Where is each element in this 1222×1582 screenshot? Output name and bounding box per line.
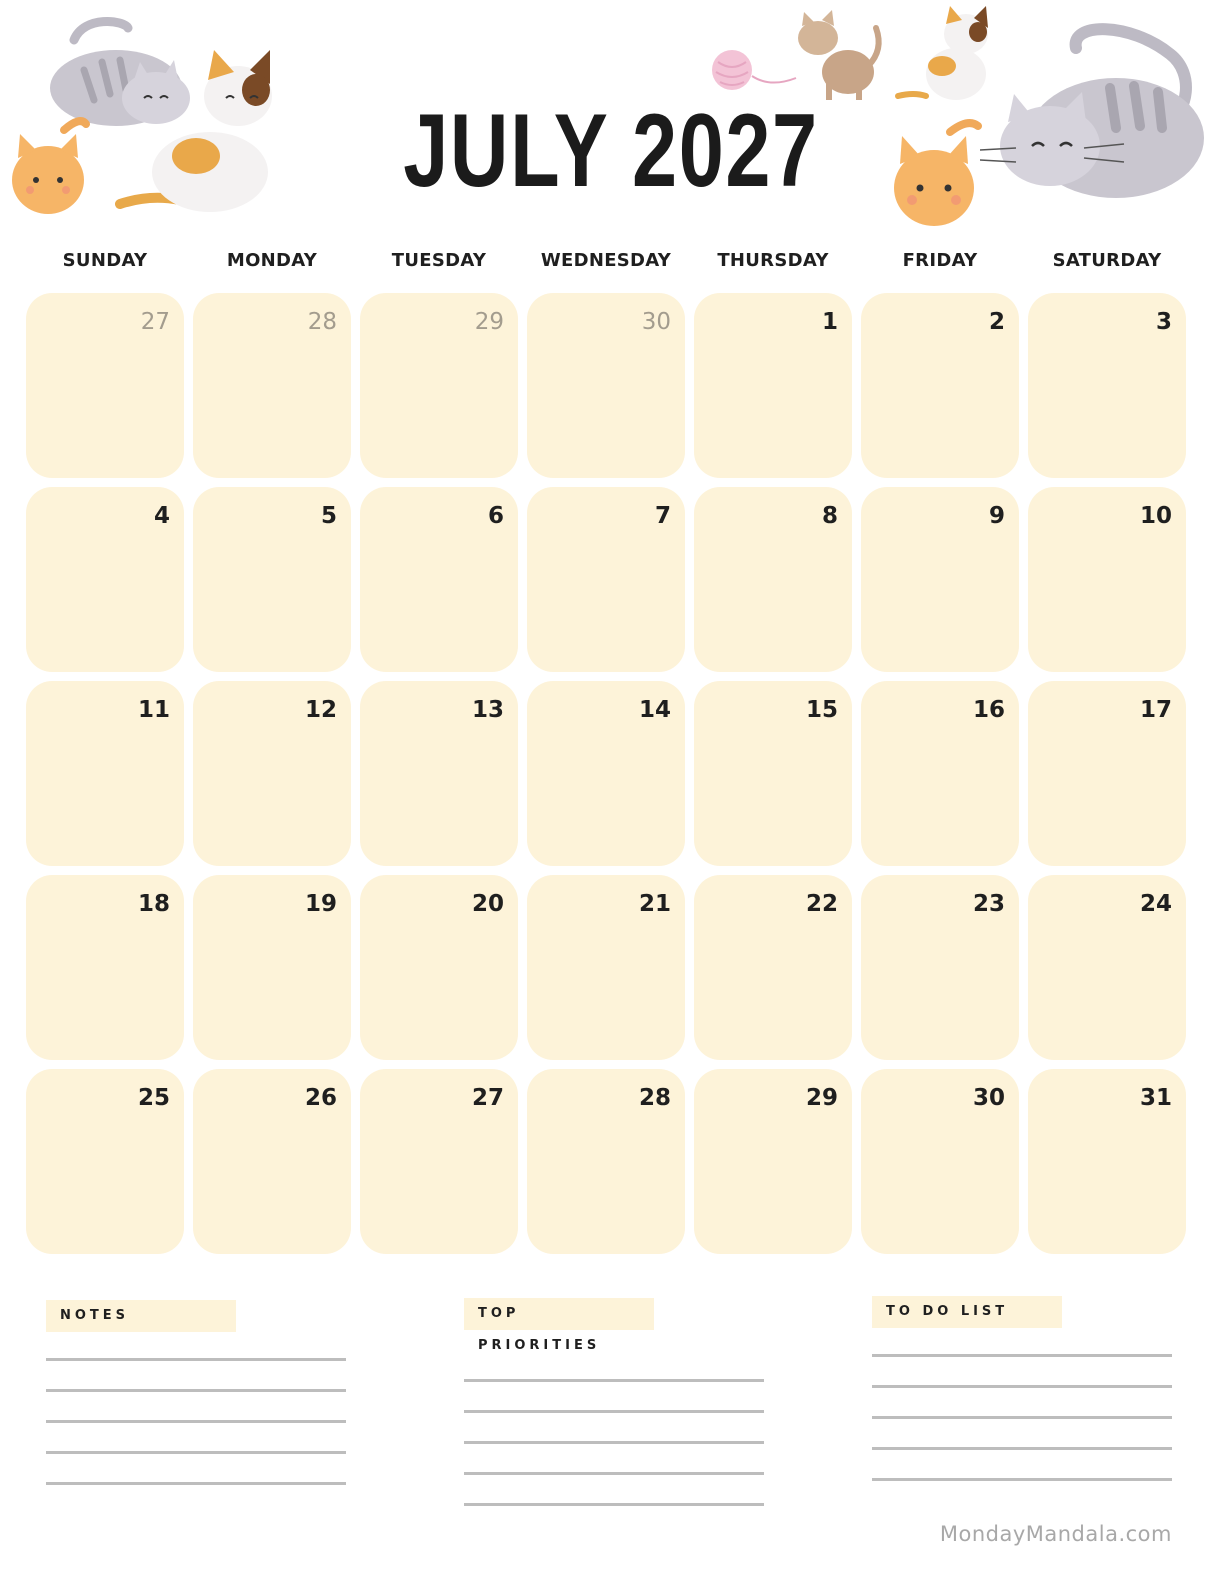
day-cell[interactable]	[527, 1069, 685, 1254]
day-number: 10	[1139, 503, 1172, 529]
day-number: 18	[137, 891, 170, 917]
notes-line[interactable]	[46, 1482, 346, 1485]
day-number: 16	[972, 697, 1005, 723]
day-number: 4	[153, 503, 170, 529]
day-number: 2	[988, 309, 1005, 335]
day-number: 6	[487, 503, 504, 529]
notes-line[interactable]	[46, 1358, 346, 1361]
day-number: 24	[1139, 891, 1172, 917]
day-cell[interactable]	[26, 875, 184, 1060]
day-number: 27	[471, 1085, 504, 1111]
calendar-grid	[26, 293, 1186, 1254]
weekday-label: TUESDAY	[391, 250, 487, 271]
todo-line[interactable]	[872, 1385, 1172, 1388]
day-cell[interactable]	[861, 1069, 1019, 1254]
priorities-line[interactable]	[464, 1472, 764, 1475]
day-number: 5	[320, 503, 337, 529]
day-cell[interactable]	[694, 487, 852, 672]
day-cell[interactable]	[861, 293, 1019, 478]
top-priorities-section	[464, 1298, 766, 1534]
todo-list-label: TO DO LIST	[872, 1296, 1062, 1328]
notes-section	[46, 1300, 348, 1513]
weekday-header-row	[26, 250, 1186, 280]
weekday-label: WEDNESDAY	[540, 250, 672, 271]
day-cell[interactable]	[26, 1069, 184, 1254]
brand-watermark: MondayMandala.com	[939, 1522, 1172, 1546]
day-cell[interactable]	[527, 487, 685, 672]
day-cell[interactable]	[1028, 293, 1186, 478]
day-cell[interactable]	[694, 875, 852, 1060]
day-cell[interactable]	[1028, 681, 1186, 866]
day-number: 26	[304, 1085, 337, 1111]
top-priorities-label: TOP PRIORITIES	[464, 1298, 654, 1330]
day-cell[interactable]	[193, 681, 351, 866]
day-cell[interactable]	[861, 487, 1019, 672]
notes-label: NOTES	[46, 1300, 236, 1332]
day-number: 28	[638, 1085, 671, 1111]
day-number: 25	[137, 1085, 170, 1111]
day-number: 7	[654, 503, 671, 529]
day-number: 8	[821, 503, 838, 529]
day-cell-adjacent-month[interactable]	[527, 293, 685, 478]
weekday-label: SATURDAY	[1052, 250, 1162, 271]
day-number: 30	[641, 309, 671, 335]
todo-line[interactable]	[872, 1416, 1172, 1419]
notes-line[interactable]	[46, 1451, 346, 1454]
priorities-line[interactable]	[464, 1379, 764, 1382]
day-number: 13	[471, 697, 504, 723]
day-cell[interactable]	[861, 681, 1019, 866]
day-cell[interactable]	[26, 681, 184, 866]
day-number: 28	[307, 309, 337, 335]
day-cell[interactable]	[193, 875, 351, 1060]
day-cell[interactable]	[527, 875, 685, 1060]
day-number: 30	[972, 1085, 1005, 1111]
day-cell-adjacent-month[interactable]	[360, 293, 518, 478]
priorities-line[interactable]	[464, 1410, 764, 1413]
day-cell-adjacent-month[interactable]	[26, 293, 184, 478]
todo-line[interactable]	[872, 1447, 1172, 1450]
orange-kitten-icon	[6, 110, 96, 220]
weekday-label: SUNDAY	[62, 250, 148, 271]
day-cell-adjacent-month[interactable]	[193, 293, 351, 478]
weekday-label: FRIDAY	[902, 250, 978, 271]
tan-cat-icon	[792, 10, 888, 102]
day-number: 23	[972, 891, 1005, 917]
day-number: 22	[805, 891, 838, 917]
day-cell[interactable]	[360, 1069, 518, 1254]
todo-list-section	[872, 1296, 1174, 1509]
weekday-label: THURSDAY	[717, 250, 829, 271]
day-cell[interactable]	[1028, 487, 1186, 672]
month-title: JULY 2027	[403, 93, 819, 209]
day-cell[interactable]	[26, 487, 184, 672]
day-number: 9	[988, 503, 1005, 529]
weekday-label: MONDAY	[226, 250, 318, 271]
day-cell[interactable]	[694, 1069, 852, 1254]
day-cell[interactable]	[527, 681, 685, 866]
notes-line[interactable]	[46, 1389, 346, 1392]
todo-line[interactable]	[872, 1478, 1172, 1481]
day-number: 19	[304, 891, 337, 917]
day-cell[interactable]	[694, 681, 852, 866]
day-cell[interactable]	[694, 293, 852, 478]
notes-line[interactable]	[46, 1420, 346, 1423]
day-number: 29	[474, 309, 504, 335]
day-number: 17	[1139, 697, 1172, 723]
day-cell[interactable]	[1028, 1069, 1186, 1254]
day-cell[interactable]	[193, 487, 351, 672]
day-number: 29	[805, 1085, 838, 1111]
yarn-ball-icon	[710, 48, 800, 94]
day-cell[interactable]	[360, 875, 518, 1060]
day-number: 21	[638, 891, 671, 917]
day-cell[interactable]	[861, 875, 1019, 1060]
day-number: 31	[1139, 1085, 1172, 1111]
day-cell[interactable]	[193, 1069, 351, 1254]
day-number: 14	[638, 697, 671, 723]
day-cell[interactable]	[1028, 875, 1186, 1060]
day-cell[interactable]	[360, 681, 518, 866]
day-number: 3	[1155, 309, 1172, 335]
todo-line[interactable]	[872, 1354, 1172, 1357]
day-number: 20	[471, 891, 504, 917]
priorities-line[interactable]	[464, 1503, 764, 1506]
day-number: 11	[137, 697, 170, 723]
day-cell[interactable]	[360, 487, 518, 672]
day-number: 12	[304, 697, 337, 723]
day-number: 27	[140, 309, 170, 335]
day-number: 1	[821, 309, 838, 335]
day-number: 15	[805, 697, 838, 723]
priorities-line[interactable]	[464, 1441, 764, 1444]
